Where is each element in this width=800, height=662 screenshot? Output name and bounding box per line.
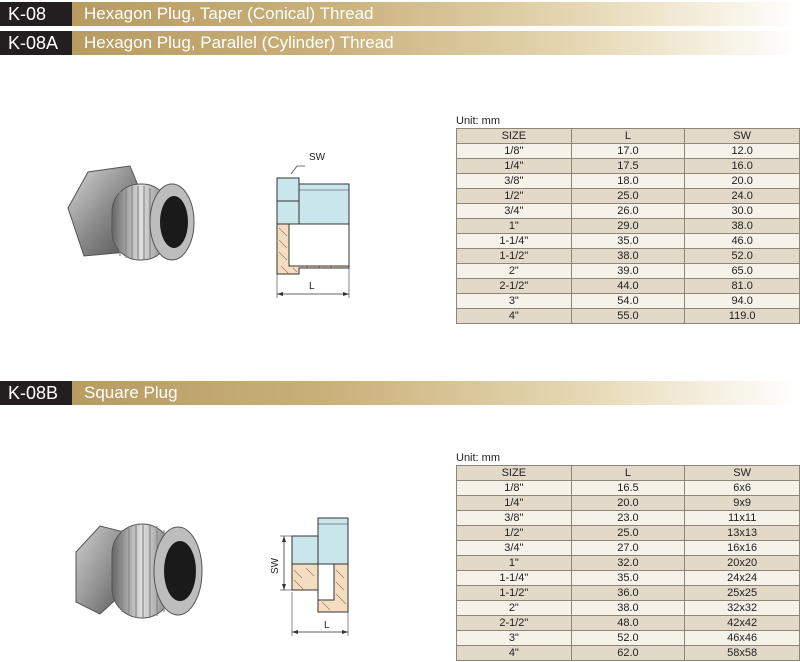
sw-cell: 24x24	[685, 571, 800, 586]
size-cell: 1"	[457, 219, 572, 234]
column-header-l: L	[571, 466, 685, 481]
size-cell: 2-1/2"	[457, 279, 572, 294]
l-cell: 16.5	[571, 481, 685, 496]
square-plug-drawing	[262, 512, 372, 642]
size-cell: 3/8"	[457, 174, 572, 189]
size-cell: 1/8"	[457, 144, 572, 159]
column-header-sw: SW	[685, 466, 800, 481]
sw-cell: 16x16	[685, 541, 800, 556]
l-cell: 48.0	[571, 616, 685, 631]
header-k08	[0, 2, 800, 26]
table-row	[457, 616, 800, 631]
sw-cell: 38.0	[685, 219, 800, 234]
product-code: K-08	[0, 2, 72, 26]
sw-cell: 52.0	[685, 249, 800, 264]
sw-cell: 16.0	[685, 159, 800, 174]
unit-label: Unit: mm	[456, 452, 500, 464]
l-cell: 26.0	[571, 204, 685, 219]
size-cell: 1-1/2"	[457, 586, 572, 601]
table-row	[457, 189, 800, 204]
header-k08b	[0, 381, 800, 405]
unit-label: Unit: mm	[456, 115, 500, 127]
product-code: K-08A	[0, 31, 72, 55]
sw-cell: 24.0	[685, 189, 800, 204]
l-cell: 25.0	[571, 189, 685, 204]
column-header-sw: SW	[685, 129, 800, 144]
column-header-l: L	[571, 129, 685, 144]
hexagon-plug-dimension-table	[456, 128, 800, 324]
l-cell: 62.0	[571, 646, 685, 661]
sw-cell: 13x13	[685, 526, 800, 541]
product-title: Hexagon Plug, Taper (Conical) Thread	[72, 2, 800, 26]
sw-cell: 58x58	[685, 646, 800, 661]
table-row	[457, 309, 800, 324]
size-cell: 1-1/4"	[457, 234, 572, 249]
table-row	[457, 631, 800, 646]
table-row	[457, 541, 800, 556]
size-cell: 3"	[457, 631, 572, 646]
table-row	[457, 279, 800, 294]
l-cell: 35.0	[571, 571, 685, 586]
table-row	[457, 646, 800, 661]
hexagon-plug-drawing	[265, 148, 370, 298]
l-cell: 27.0	[571, 541, 685, 556]
table-row	[457, 511, 800, 526]
table-row	[457, 204, 800, 219]
sw-dimension-label: SW	[309, 152, 326, 163]
square-plug-photo	[72, 518, 217, 628]
table-row	[457, 249, 800, 264]
l-cell: 29.0	[571, 219, 685, 234]
table-row	[457, 174, 800, 189]
sw-cell: 46x46	[685, 631, 800, 646]
sw-cell: 20x20	[685, 556, 800, 571]
sw-cell: 42x42	[685, 616, 800, 631]
sw-cell: 46.0	[685, 234, 800, 249]
table-row	[457, 219, 800, 234]
sw-cell: 81.0	[685, 279, 800, 294]
size-cell: 4"	[457, 646, 572, 661]
size-cell: 3/4"	[457, 541, 572, 556]
table-body	[457, 144, 800, 324]
size-cell: 1/2"	[457, 189, 572, 204]
l-cell: 20.0	[571, 496, 685, 511]
sw-cell: 11x11	[685, 511, 800, 526]
l-cell: 18.0	[571, 174, 685, 189]
size-cell: 2-1/2"	[457, 616, 572, 631]
sw-cell: 20.0	[685, 174, 800, 189]
size-cell: 1/4"	[457, 159, 572, 174]
size-cell: 1/2"	[457, 526, 572, 541]
l-cell: 55.0	[571, 309, 685, 324]
size-cell: 2"	[457, 264, 572, 279]
l-dimension-label: L	[324, 620, 330, 631]
size-cell: 3/8"	[457, 511, 572, 526]
l-cell: 38.0	[571, 249, 685, 264]
table-row	[457, 601, 800, 616]
size-cell: 3/4"	[457, 204, 572, 219]
sw-cell: 94.0	[685, 294, 800, 309]
l-cell: 54.0	[571, 294, 685, 309]
column-header-size: SIZE	[457, 466, 572, 481]
sw-cell: 65.0	[685, 264, 800, 279]
l-cell: 25.0	[571, 526, 685, 541]
l-cell: 36.0	[571, 586, 685, 601]
table-body	[457, 481, 800, 661]
column-header-size: SIZE	[457, 129, 572, 144]
product-title: Hexagon Plug, Parallel (Cylinder) Thread	[72, 31, 800, 55]
l-cell: 44.0	[571, 279, 685, 294]
square-plug-dimension-table	[456, 465, 800, 661]
table-row	[457, 159, 800, 174]
sw-cell: 12.0	[685, 144, 800, 159]
sw-cell: 119.0	[685, 309, 800, 324]
header-k08a	[0, 31, 800, 55]
size-cell: 1-1/2"	[457, 249, 572, 264]
sw-cell: 30.0	[685, 204, 800, 219]
sw-cell: 9x9	[685, 496, 800, 511]
l-cell: 23.0	[571, 511, 685, 526]
sw-cell: 32x32	[685, 601, 800, 616]
hexagon-plug-photo	[60, 160, 205, 280]
table-row	[457, 264, 800, 279]
size-cell: 2"	[457, 601, 572, 616]
size-cell: 3"	[457, 294, 572, 309]
l-cell: 35.0	[571, 234, 685, 249]
table-row	[457, 496, 800, 511]
product-title: Square Plug	[72, 381, 800, 405]
l-cell: 17.5	[571, 159, 685, 174]
size-cell: 4"	[457, 309, 572, 324]
sw-cell: 25x25	[685, 586, 800, 601]
table-row	[457, 556, 800, 571]
table-row	[457, 571, 800, 586]
l-cell: 52.0	[571, 631, 685, 646]
size-cell: 1-1/4"	[457, 571, 572, 586]
table-row	[457, 586, 800, 601]
sw-dimension-label: SW	[270, 557, 281, 574]
table-row	[457, 294, 800, 309]
table-row	[457, 526, 800, 541]
l-cell: 32.0	[571, 556, 685, 571]
sw-cell: 6x6	[685, 481, 800, 496]
l-cell: 38.0	[571, 601, 685, 616]
product-code: K-08B	[0, 381, 72, 405]
table-row	[457, 481, 800, 496]
l-cell: 39.0	[571, 264, 685, 279]
l-dimension-label: L	[309, 281, 315, 292]
table-row	[457, 144, 800, 159]
size-cell: 1/8"	[457, 481, 572, 496]
size-cell: 1"	[457, 556, 572, 571]
table-row	[457, 234, 800, 249]
size-cell: 1/4"	[457, 496, 572, 511]
l-cell: 17.0	[571, 144, 685, 159]
